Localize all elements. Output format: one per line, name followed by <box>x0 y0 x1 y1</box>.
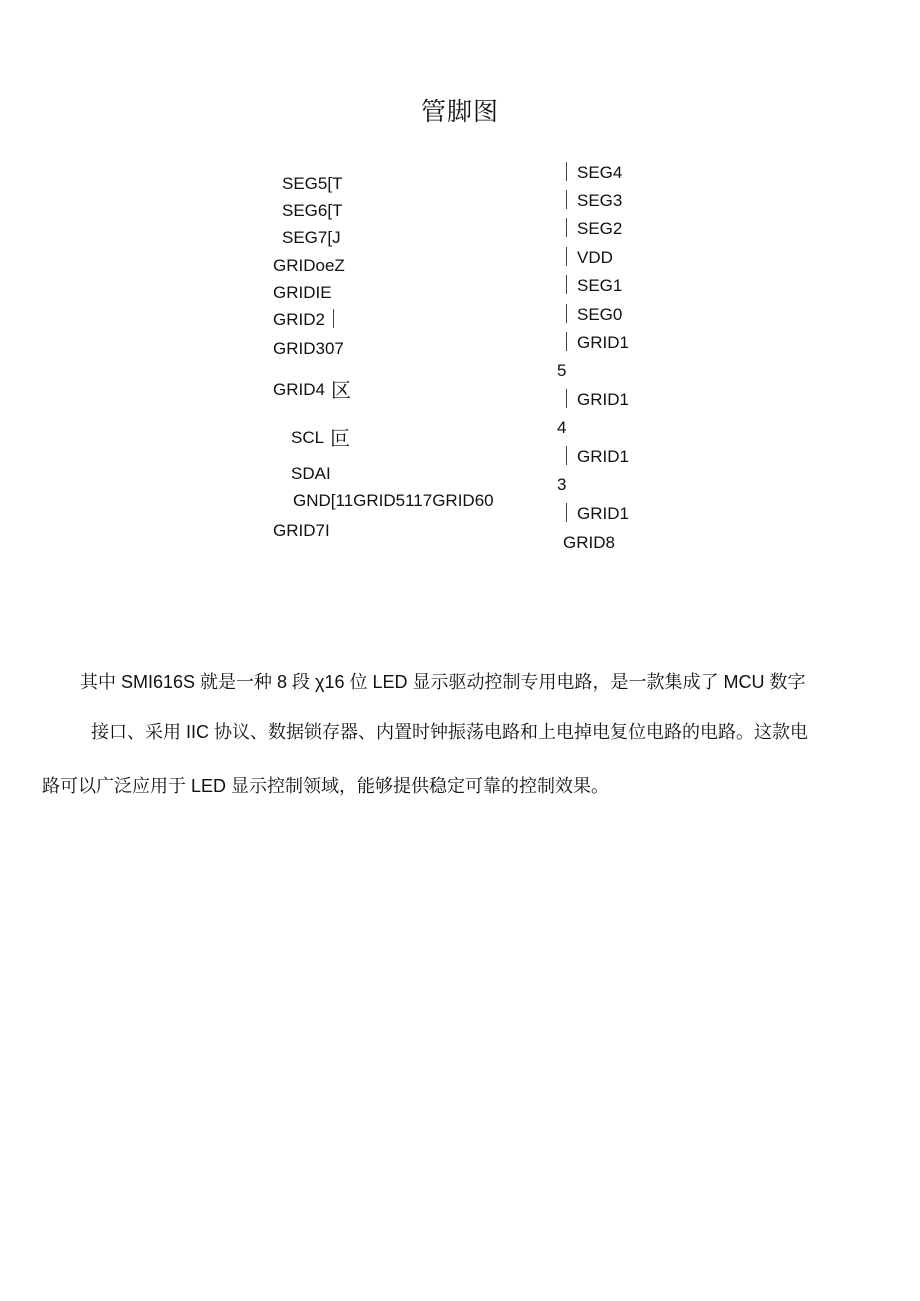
pin-glyph: 区 <box>330 380 351 402</box>
pin-label-left: SEG6[T <box>282 201 343 220</box>
pin-label-left: SEG5[T <box>282 174 343 193</box>
pin-row-right <box>566 190 622 211</box>
pin-glyph: 叵 <box>330 428 351 450</box>
pin-label-right: 5 <box>557 361 567 380</box>
pin-label-right: GRID1 <box>577 333 629 352</box>
pin-row-right <box>566 332 629 353</box>
pin-label-right: SEG4 <box>577 163 623 182</box>
pin-row-right <box>566 218 622 239</box>
pin-marker <box>566 218 567 237</box>
pin-row-scl <box>291 428 350 449</box>
pin-marker <box>566 190 567 209</box>
pin-marker <box>566 304 567 323</box>
pin-marker <box>566 389 567 408</box>
pin-label-right: SEG1 <box>577 276 623 295</box>
description-line: 接口、采用 IIC 协议、数据锁存器、内置时钟振荡电路和上电掉电复位电路的电路。这款电 <box>91 722 808 742</box>
pin-marker <box>566 446 567 465</box>
pin-row-right <box>566 389 629 410</box>
pin-label-right: GRID1 <box>577 390 629 409</box>
pin-marker <box>566 275 567 294</box>
pin-row-right <box>566 275 622 296</box>
pin-label-left: GRID307 <box>273 339 344 358</box>
pin-row-grid2 <box>273 309 334 330</box>
pin-row-right <box>566 304 622 325</box>
pin-label-right: SEG0 <box>577 305 623 324</box>
pin-marker <box>566 332 567 351</box>
pin-label-right: GRID1 <box>577 447 629 466</box>
pin-label-left: GRID4 <box>273 380 325 399</box>
pin-row-right <box>566 503 629 524</box>
pin-label-right: 4 <box>557 418 567 437</box>
page-title: 管脚图 <box>420 97 499 126</box>
pin-label-left: GRID7I <box>273 521 330 540</box>
pin-label-left: SDAI <box>291 464 331 483</box>
pin-label-right: GRID1 <box>577 504 629 523</box>
pin-label-right: 3 <box>557 475 567 494</box>
description-line: 路可以广泛应用于 LED 显示控制领域，能够提供稳定可靠的控制效果。 <box>42 776 610 796</box>
pin-row-grid4 <box>273 380 351 401</box>
pin-label-right: SEG2 <box>577 219 623 238</box>
pin-label-left: GRIDoeZ <box>273 256 345 275</box>
pin-label-right: VDD <box>577 248 613 267</box>
pin-row-right <box>566 247 613 268</box>
pin-label-left: GND[11GRID5117GRID60 <box>293 491 494 510</box>
pin-marker <box>566 247 567 266</box>
pin-label-right: SEG3 <box>577 191 623 210</box>
description-line: 其中 SMI616S 就是一种 8 段 χ16 位 LED 显示驱动控制专用电路，是一款集成了 MCU 数字 <box>80 672 806 692</box>
pin-label-right: GRID8 <box>563 533 615 552</box>
pin-label-left: SCL <box>291 428 325 447</box>
pin-marker <box>333 309 334 328</box>
pin-marker <box>566 503 567 522</box>
pin-label-left: SEG7[J <box>282 228 341 247</box>
pin-row-right <box>566 446 629 467</box>
pin-row-right <box>566 162 622 183</box>
pin-label-left: GRID2 <box>273 310 325 329</box>
pin-label-left: GRIDIE <box>273 283 332 302</box>
pin-marker <box>566 162 567 181</box>
